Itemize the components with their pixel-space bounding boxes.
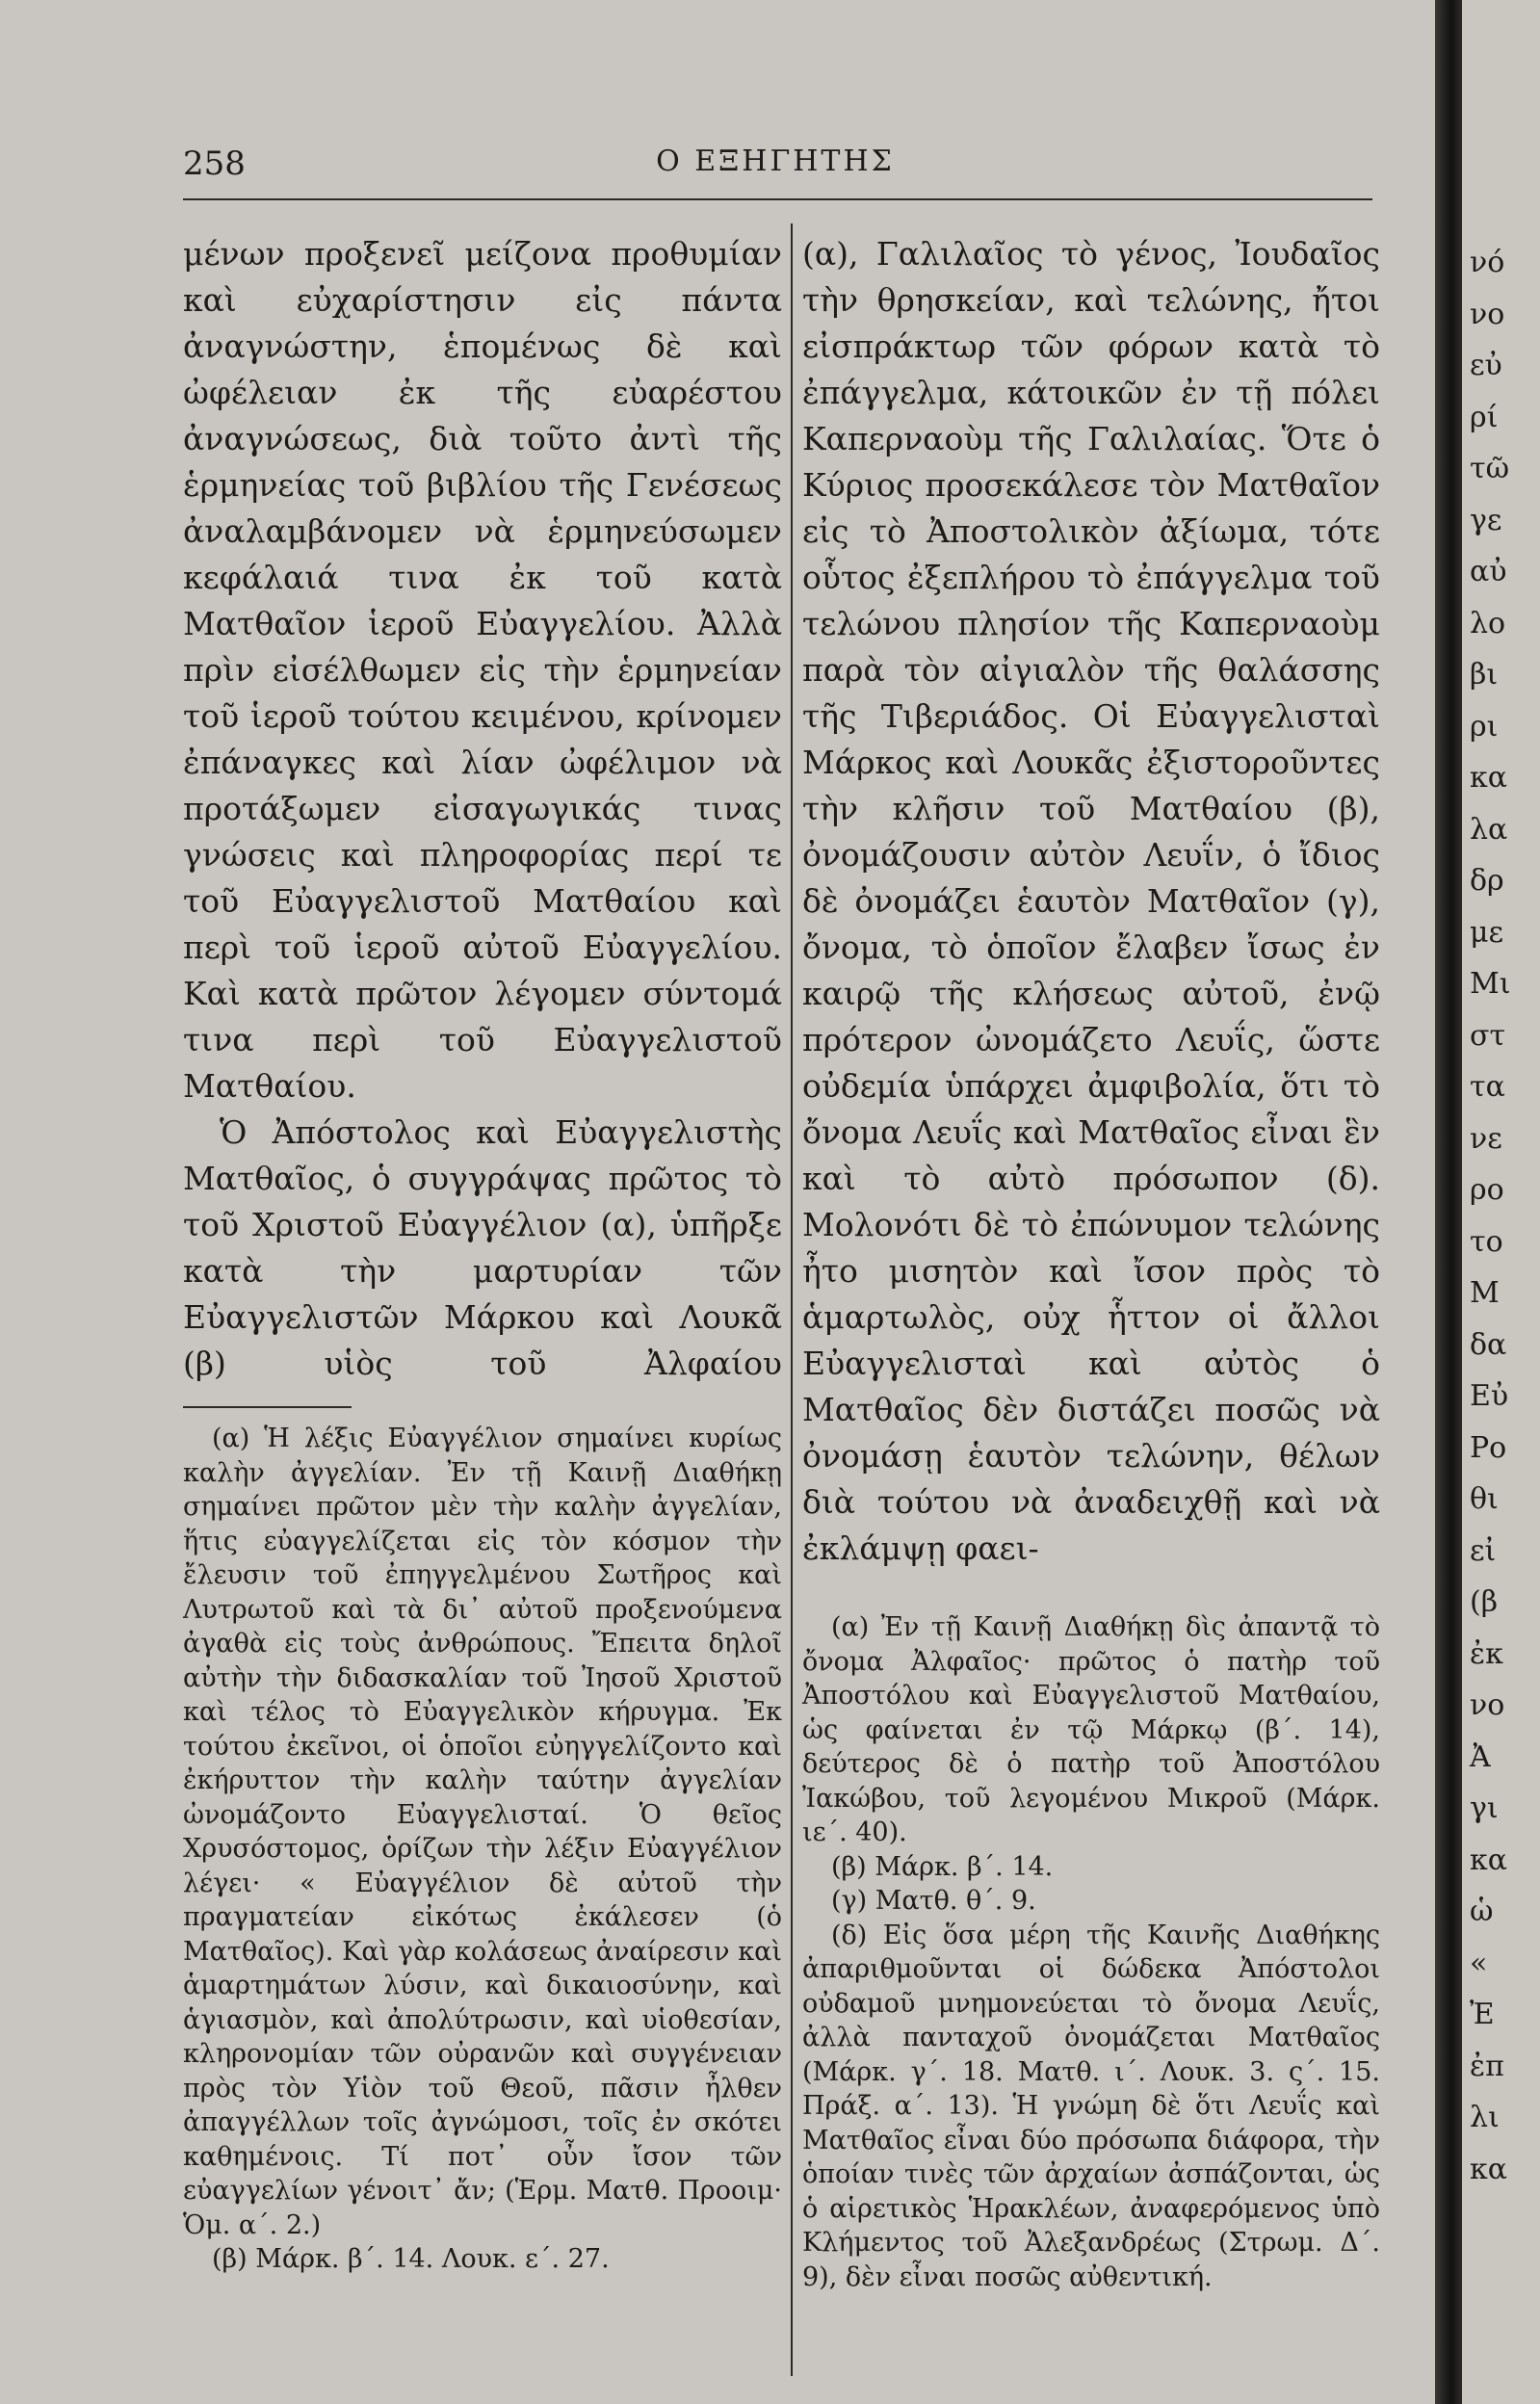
facing-page-fragment: Εὐ: [1470, 1379, 1509, 1413]
facing-page-fragment: Μι: [1470, 967, 1511, 1001]
facing-page-fragment: γε: [1470, 503, 1502, 537]
footnote-rule: [183, 1406, 352, 1408]
right-paragraph-1: (α), Γαλιλαῖος τὸ γένος, Ἰουδαῖος τὴν θρησκείαν, καὶ τελώνης, ἤτοι εἰσπράκτωρ τῶν φόρων κατὰ τὸ ἐπάγγελμα, κάτοικῶν ἐν τῇ πόλει Καπερναοὺμ τῆς Γαλιλαίας. Ὅτε ὁ Κύριος προσεκάλεσε τὸν Ματθαῖον εἰς τὸ Ἀποστολικὸν ἀξίωμα, τότε οὗτος ἐξεπλήρου τὸ ἐπάγγελμα τοῦ τελώνου πλησίον τῆς Καπερναοὺμ παρὰ τὸν αἰγιαλὸν τῆς θαλάσσης τῆς Τιβεριάδος. Οἱ Εὐαγγελισταὶ Μάρκος καὶ Λουκᾶς ἐξιστοροῦντες τὴν κλῆσιν τοῦ Ματθαίου (β), ὀνομάζουσιν αὐτὸν Λευΐν, ὁ ἴδιος δὲ ὀνομάζει ἑαυτὸν Ματθαῖον (γ), ὄνομα, τὸ ὁποῖον ἔλαβεν ἴσως ἐν καιρῷ τῆς κλήσεως αὐτοῦ, ἐνῷ πρότερον ὠνομάζετο Λευΐς, ὥστε οὐδεμία ὑπάρχει ἀμφιβολία, ὅτι τὸ ὄνομα Λευΐς καὶ Ματθαῖος εἶναι ἓν καὶ τὸ αὐτὸ πρόσωπον (δ). Μολονότι δὲ τὸ ἐπώνυμον τελώνης ἦτο μισητὸν καὶ ἴσον πρὸς τὸ ἁμαρτωλὸς, οὐχ ἧττον οἱ ἄλλοι Εὐαγγελισταὶ καὶ αὐτὸς ὁ Ματθαῖος δὲν διστάζει ποσῶς νὰ ὀνομάσῃ ἑαυτὸν τελώνην, θέλων διὰ τούτου νὰ ἀναδειχθῇ καὶ νὰ ἐκλάμψῃ φαει-: [802, 235, 1380, 1567]
right-footnotes: [802, 1610, 1380, 2294]
footnote-a: (α) Ἡ λέξις Εὐαγγέλιον σημαίνει κυρίως καλὴν ἀγγελίαν. Ἐν τῇ Καινῇ Διαθήκῃ σημαίνει πρῶτον μὲν τὴν καλὴν ἀγγελίαν, ἥτις εὐαγγελίζεται εἰς τὸν κόσμον τὴν ἔλευσιν τοῦ ἐπηγγελμένου Σωτῆρος καὶ Λυτρωτοῦ καὶ τὰ δι᾽ αὐτοῦ προξενούμενα ἀγαθὰ εἰς τοὺς ἀνθρώπους. Ἔπειτα δηλοῖ αὐτὴν τὴν διδασκαλίαν τοῦ Ἰησοῦ Χριστοῦ καὶ τέλος τὸ Εὐαγγελικὸν κήρυγμα. Ἐκ τούτου ἐκεῖνοι, οἱ ὁποῖοι εὐηγγελίζοντο καὶ ἐκήρυττον τὴν καλὴν ταύτην ἀγγελίαν ὠνομάζοντο Εὐαγγελισταί. Ὁ θεῖος Χρυσόστομος, ὁρίζων τὴν λέξιν Εὐαγγέλιον λέγει· « Εὐαγγέλιον δὲ αὐτοῦ τὴν πραγματείαν εἰκότως ἐκάλεσεν (ὁ Ματθαῖος). Καὶ γὰρ κολάσεως ἀναίρεσιν καὶ ἁμαρτημάτων λύσιν, καὶ δικαιοσύνην, καὶ ἁγιασμὸν, καὶ ἀπολύτρωσιν, καὶ υἱοθεσίαν, κληρονομίαν τῶν οὐρανῶν καὶ συγγένειαν πρὸς τὸν Υἱὸν τοῦ Θεοῦ, πᾶσιν ἦλθεν ἀπαγγέλλων τοῖς ἀγνώμοσι, τοῖς ἐν σκότει καθημένοις. Τί ποτ᾽ οὖν ἴσον τῶν εὐαγγελίων γένοιτ᾽ ἄν; (Ἑρμ. Ματθ. Προοιμ· Ὁμ. α΄. 2.): [183, 1424, 782, 2240]
facing-page-fragment: δρ: [1470, 864, 1504, 898]
page-header: [183, 144, 1368, 202]
facing-page-fragment: κα: [1470, 761, 1508, 795]
facing-page-fragment: «: [1470, 1946, 1488, 1980]
footnote-a: (α) Ἐν τῇ Καινῇ Διαθήκῃ δὶς ἀπαντᾷ τὸ ὄνομα Ἀλφαῖος· πρῶτος ὁ πατὴρ τοῦ Ἀποστόλου καὶ Εὐαγγελιστοῦ Ματθαίου, ὡς φαίνεται ἐν τῷ Μάρκῳ (β΄. 14), δεύτερος δὲ ὁ πατὴρ τοῦ Ἀποστόλου Ἰακώβου, τοῦ λεγομένου Μικροῦ (Μάρκ. ιε΄. 40).: [802, 1612, 1380, 1847]
running-title: Ο ΕΞΗΓΗΤΗΣ: [656, 144, 895, 178]
left-column: [183, 231, 782, 2277]
facing-page-fragment: εἰ: [1470, 1533, 1497, 1568]
book-gutter: [1435, 0, 1462, 2404]
facing-page-fragment: με: [1470, 915, 1504, 950]
facing-page-fragment: στ: [1470, 1018, 1506, 1053]
facing-page-fragment: θι: [1470, 1482, 1499, 1516]
left-paragraph-2: Ὁ Ἀπόστολος καὶ Εὐαγγελιστὴς Ματθαῖος, ὁ συγγράψας πρῶτος τὸ τοῦ Χριστοῦ Εὐαγγέλιον (α), ὑπῆρξε κατὰ τὴν μαρτυρίαν τῶν Εὐαγγελιστῶν Μάρκου καὶ Λουκᾶ (β) υἱὸς τοῦ Ἀλφαίου: [183, 1113, 782, 1382]
facing-page-fragment: αὐ: [1470, 555, 1507, 588]
facing-page-fragment: νο: [1470, 1688, 1505, 1722]
facing-page-fragment: νε: [1470, 1121, 1502, 1156]
facing-page-fragment: (β: [1470, 1585, 1499, 1619]
facing-page-fragment: ἐπ: [1470, 2049, 1504, 2083]
facing-page-fragment: τα: [1470, 1070, 1505, 1104]
facing-page-fragment: Μ: [1470, 1276, 1500, 1310]
facing-page-fragment: δα: [1470, 1327, 1507, 1362]
facing-page-fragment: ὡ: [1470, 1894, 1494, 1928]
facing-page-fragment: ἐκ: [1470, 1636, 1503, 1671]
facing-page-fragment: λι: [1470, 2101, 1500, 2134]
left-footnotes: [183, 1422, 782, 2277]
column-divider: [791, 223, 793, 2376]
left-paragraph-1: μένων προξενεῖ μείζονα προθυμίαν καὶ εὐχαρίστησιν εἰς πάντα ἀναγνώστην, ἑπομένως δὲ καὶ ὠφέλειαν ἐκ τῆς εὐαρέστου ἀναγνώσεως, διὰ τοῦτο ἀντὶ τῆς ἑρμηνείας τοῦ βιβλίου τῆς Γενέσεως ἀναλαμβάνομεν νὰ ἑρμηνεύσωμεν κεφάλαιά τινα ἐκ τοῦ κατὰ Ματθαῖον ἱεροῦ Εὐαγγελίου. Ἀλλὰ πρὶν εἰσέλθωμεν εἰς τὴν ἑρμηνείαν τοῦ ἱεροῦ τούτου κειμένου, κρίνομεν ἐπάναγκες καὶ λίαν ὠφέλιμον νὰ προτάξωμεν εἰσαγωγικάς τινας γνώσεις καὶ πληροφορίας περί τε τοῦ Εὐαγγελιστοῦ Ματθαίου καὶ περὶ τοῦ ἱεροῦ αὐτοῦ Εὐαγγελίου. Καὶ κατὰ πρῶτον λέγομεν σύντομά τινα περὶ τοῦ Εὐαγγελιστοῦ Ματθαίου.: [183, 235, 782, 1105]
page-number: 258: [183, 144, 246, 183]
facing-page-fragment: κα: [1470, 1842, 1508, 1877]
footnote-b: (β) Μάρκ. β΄. 14.: [831, 1851, 1054, 1882]
footnote-d: (δ) Εἰς ὅσα μέρη τῆς Καινῆς Διαθήκης ἀπαριθμοῦνται οἱ δώδεκα Ἀπόστολοι οὐδαμοῦ μνημονεύεται τὸ ὄνομα Λευΐς, ἀλλὰ πανταχοῦ ὀνομάζεται Ματθαῖος (Μάρκ. γ΄. 18. Ματθ. ι΄. Λουκ. 3. ς΄. 15. Πράξ. α΄. 13). Ἡ γνώμη δὲ ὅτι Λευΐς καὶ Ματθαῖος εἶναι δύο πρόσωπα διάφορα, τὴν ὁποίαν τινὲς τῶν ἀρχαίων ἀσπάζονται, ὡς ὁ αἱρετικὸς Ἡρακλέων, ἀναφερόμενος ὑπὸ Κλήμεντος τοῦ Ἀλεξανδρέως (Στρωμ. Δ΄. 9), δὲν εἶναι ποσῶς αὐθεντική.: [802, 1920, 1380, 2292]
facing-page-fragment: ρο: [1470, 1173, 1504, 1207]
facing-page-fragment: εὐ: [1470, 349, 1502, 382]
facing-page-edge: [1462, 0, 1540, 2404]
facing-page-fragment: νο: [1470, 297, 1505, 331]
left-main-text: [183, 231, 782, 1387]
facing-page-fragment: Ἐ: [1470, 1998, 1495, 2031]
facing-page-fragment: τῶ: [1470, 452, 1510, 485]
facing-page-fragment: λα: [1470, 812, 1508, 847]
facing-page-fragment: βι: [1470, 658, 1499, 692]
facing-page-fragment: Ρο: [1470, 1430, 1507, 1465]
facing-page-fragment: ρι: [1470, 709, 1499, 744]
facing-page-fragment: ρί: [1470, 400, 1499, 434]
facing-page-fragment: Ἀ: [1470, 1739, 1491, 1774]
footnote-b: (β) Μάρκ. β΄. 14. Λουκ. ε΄. 27.: [212, 2244, 610, 2274]
facing-page-fragment: νό: [1470, 246, 1505, 279]
footnote-c: (γ) Ματθ. θ΄. 9.: [831, 1886, 1036, 1916]
header-rule: [183, 198, 1372, 200]
right-column: [802, 231, 1380, 2294]
right-main-text: [802, 231, 1380, 1572]
facing-page-fragment: κα: [1470, 2152, 1508, 2186]
facing-page-fragment: το: [1470, 1224, 1503, 1259]
facing-page-fragment: γι: [1470, 1791, 1499, 1825]
facing-page-fragment: λο: [1470, 606, 1506, 640]
